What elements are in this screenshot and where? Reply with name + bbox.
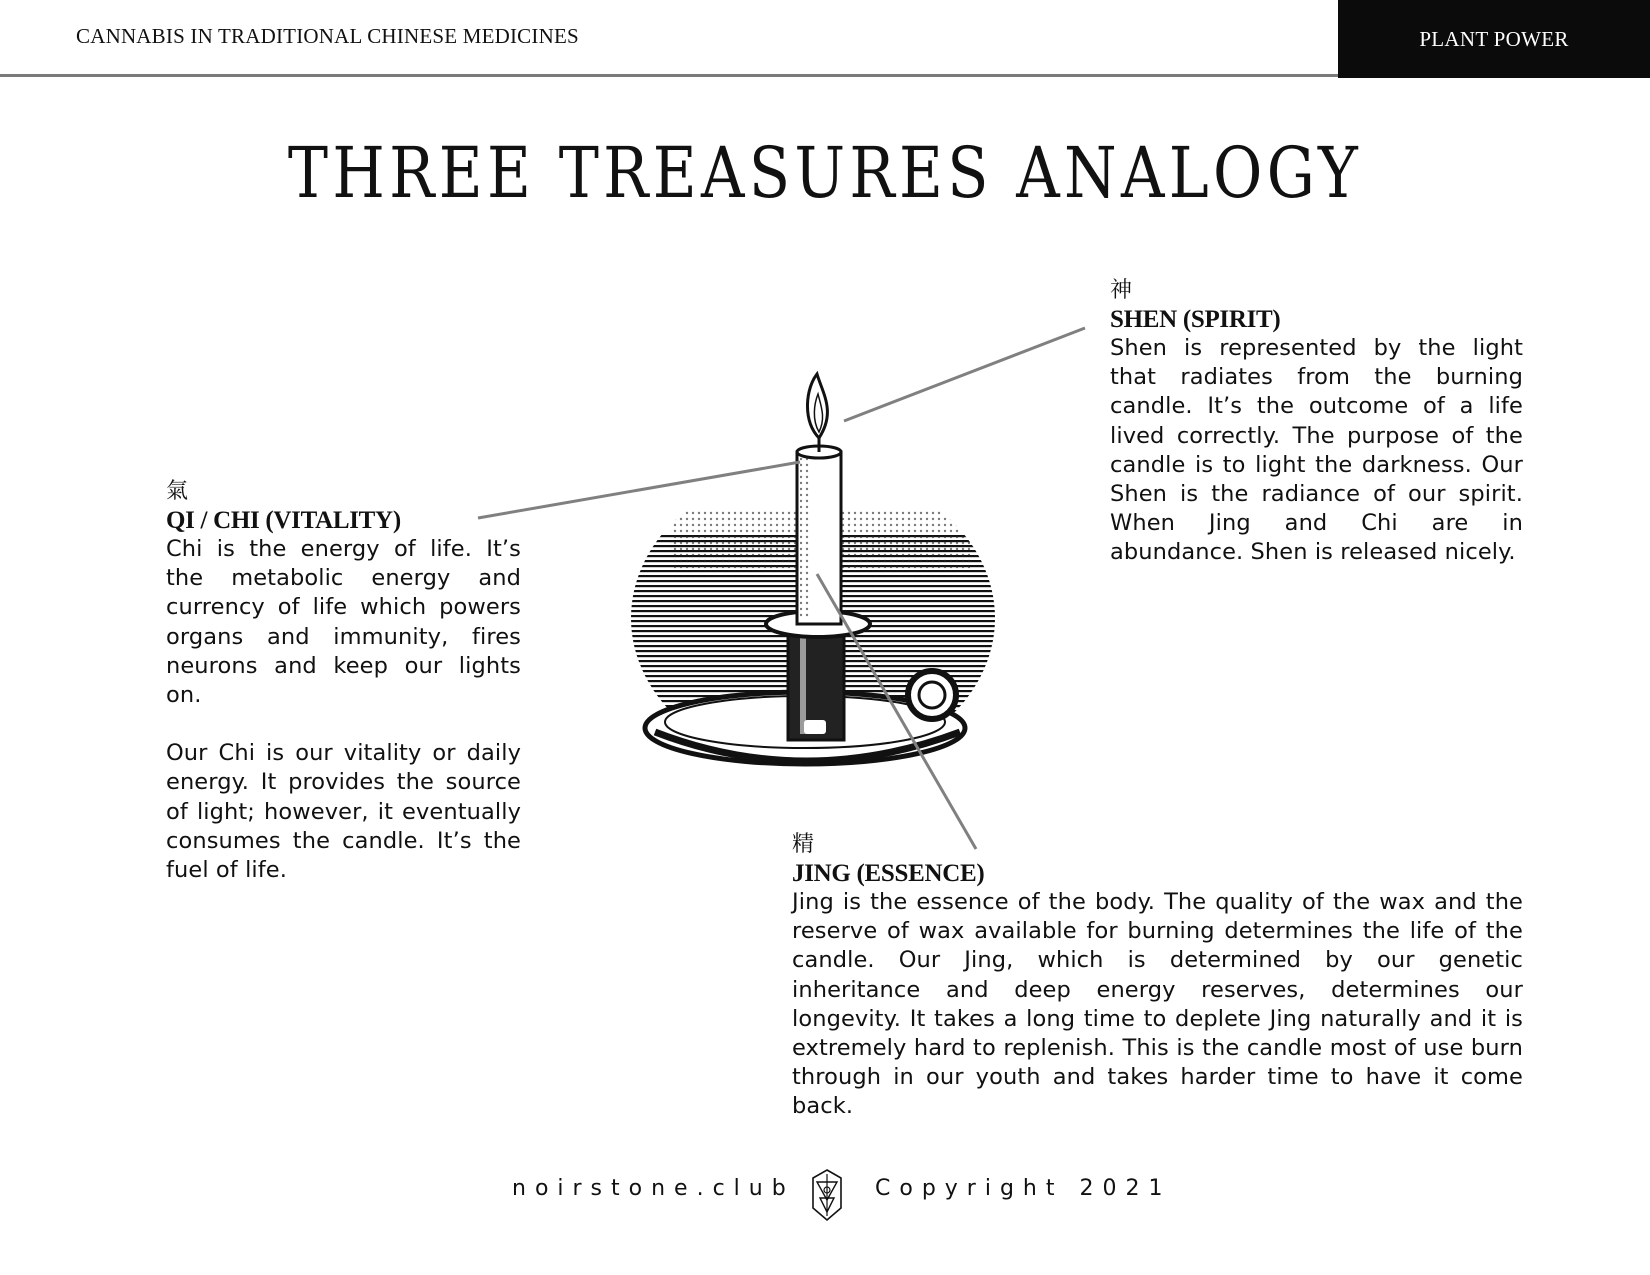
noirstone-logo-icon	[810, 1168, 844, 1222]
jing-glyph: 精	[792, 832, 815, 857]
shen-heading: SHEN (SPIRIT)	[1110, 306, 1281, 333]
qi-glyph: 氣	[166, 479, 189, 504]
header-divider	[0, 74, 1338, 77]
candle-icon	[630, 360, 1010, 800]
treasure-qi	[166, 477, 521, 885]
shen-paragraph: Shen is represented by the light that radiates from the burning candle. It’s the outcome of a life lived correctly. The purpose of the candle is to light the darkness. Our Shen is the radiance of our spirit. When Jing and Chi are in abundance. Shen is released nicely.	[1110, 335, 1523, 566]
jing-heading: JING (ESSENCE)	[792, 860, 985, 887]
qi-paragraph-2: Our Chi is our vitality or daily energy. It provides the source of light; however, it eventually consumes the candle. It’s the fuel of life.	[166, 740, 521, 884]
candle-illustration	[630, 360, 1010, 800]
jing-paragraph: Jing is the essence of the body. The quality of the wax and the reserve of wax available for burning determines the life of the candle. Our Jing, which is determined by our genetic inheritance and deep energy reserves, determines our longevity. It takes a long time to deplete Jing naturally and it is extremely hard to replenish. This is the candle most of use burn through in our youth and takes harder time to have it come back.	[792, 889, 1523, 1120]
footer	[0, 1168, 1650, 1228]
treasure-shen	[1110, 276, 1523, 568]
qi-heading: QI / CHI (VITALITY)	[166, 507, 401, 534]
treasure-jing	[792, 830, 1523, 1122]
header-badge	[1338, 0, 1650, 78]
qi-paragraph-1: Chi is the energy of life. It’s the metabolic energy and currency of life which powers organs and immunity, fires neurons and keep our lights on.	[166, 536, 521, 709]
header-badge-label: PLANT POWER	[1419, 26, 1569, 51]
shen-glyph: 神	[1110, 278, 1133, 303]
header-title: CANNABIS IN TRADITIONAL CHINESE MEDICINES	[76, 24, 579, 48]
footer-site-link[interactable]: noirstone.club	[512, 1176, 795, 1201]
footer-copyright: Copyright 2021	[875, 1176, 1172, 1201]
page-title: THREE TREASURES ANALOGY	[287, 132, 1363, 214]
